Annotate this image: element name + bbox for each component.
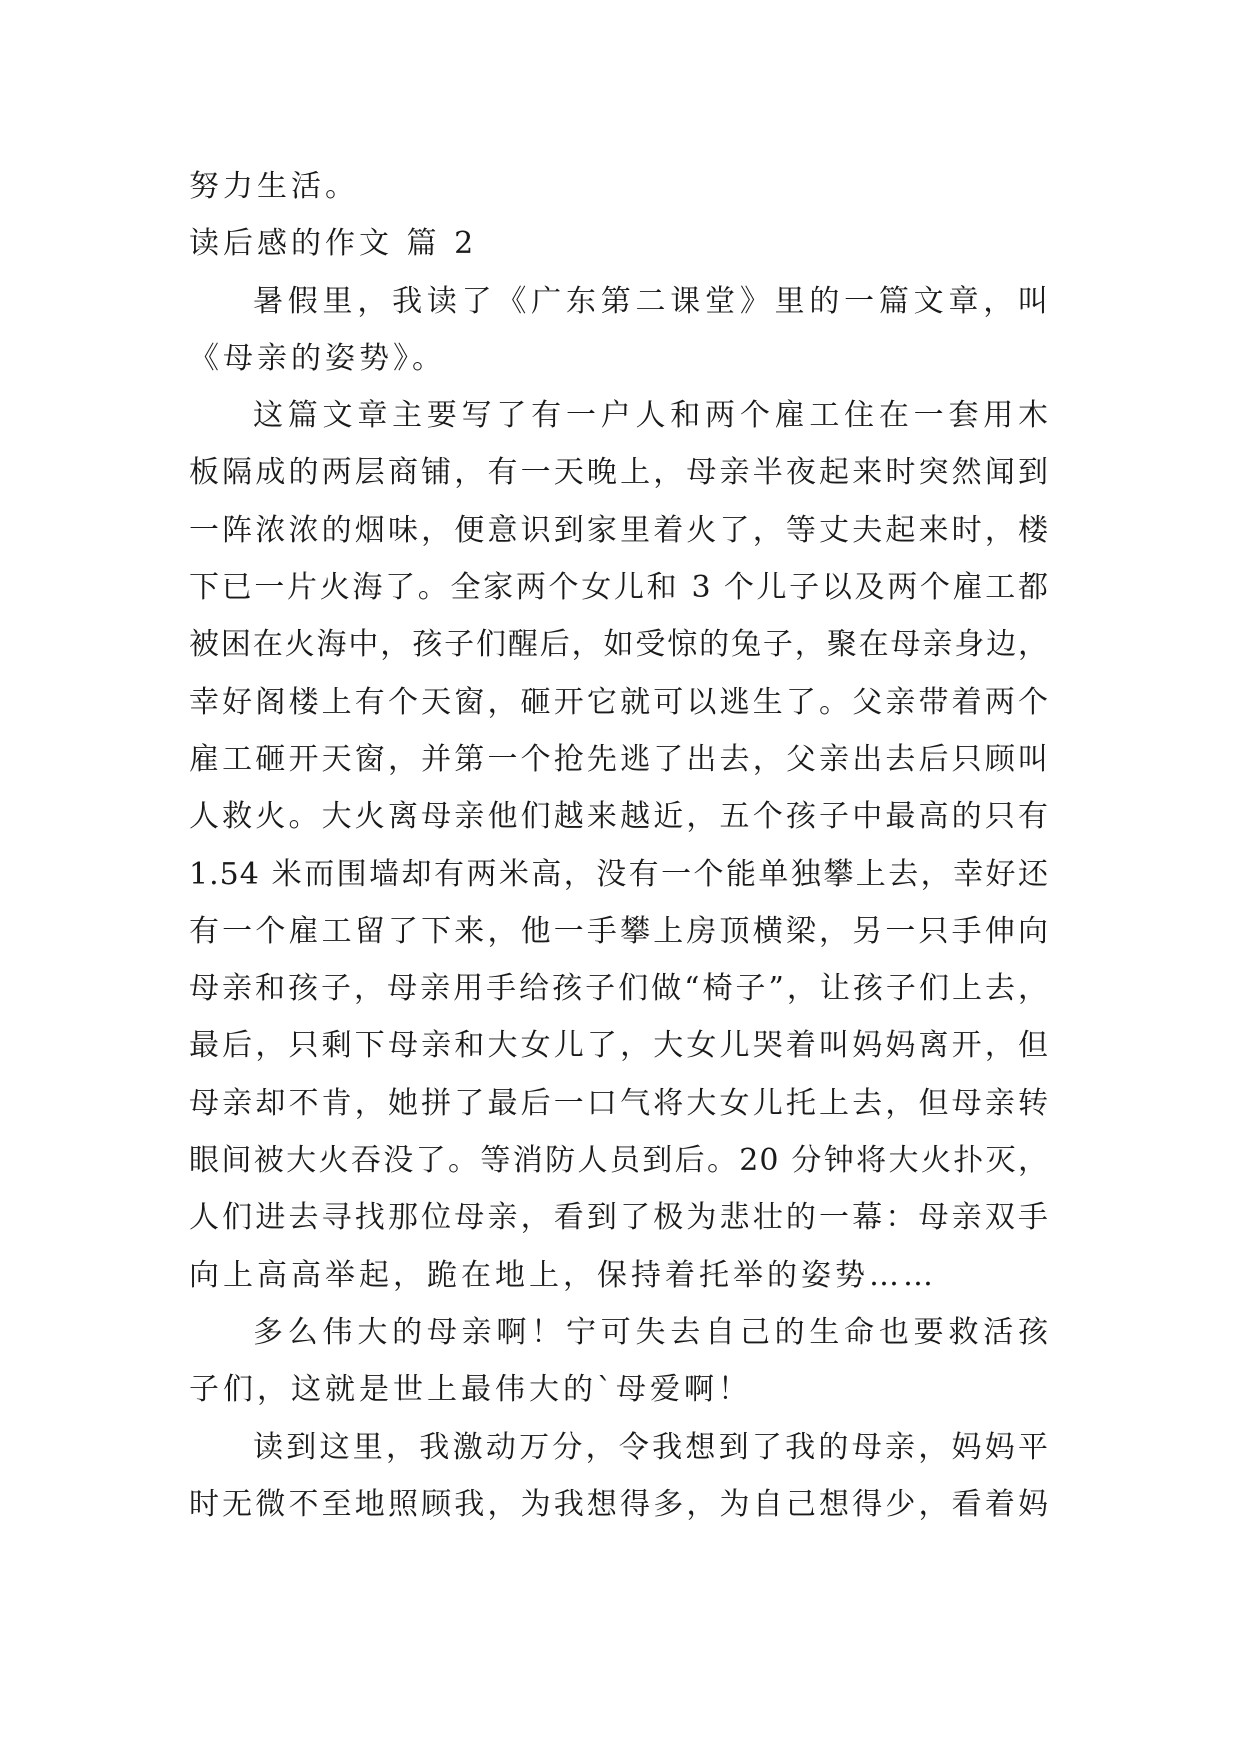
text-line: 母亲和孩子，母亲用手给孩子们做“椅子”，让孩子们上去， bbox=[189, 971, 1049, 1007]
text-line: 子们，这就是世上最伟大的`母爱啊！ bbox=[189, 1372, 752, 1408]
text-line: 下已一片火海了。全家两个女儿和 3 个儿子以及两个雇工都 bbox=[189, 570, 1049, 606]
text-line: 这篇文章主要写了有一户人和两个雇工住在一套用木 bbox=[253, 398, 1049, 434]
text-line: 有一个雇工留了下来，他一手攀上房顶横梁，另一只手伸向 bbox=[189, 913, 1049, 949]
text-line: 向上高高举起，跪在地上，保持着托举的姿势…… bbox=[189, 1257, 937, 1293]
text-line: 努力生活。 bbox=[189, 169, 359, 204]
text-line: 最后，只剩下母亲和大女儿了，大女儿哭着叫妈妈离开，但 bbox=[189, 1028, 1049, 1064]
text-line: 一阵浓浓的烟味，便意识到家里着火了，等丈夫起来时，楼 bbox=[189, 512, 1049, 548]
section-heading: 读后感的作文 篇 2 bbox=[189, 226, 478, 262]
text-line: 《母亲的姿势》。 bbox=[189, 340, 446, 376]
text-line: 板隔成的两层商铺，有一天晚上，母亲半夜起来时突然闻到 bbox=[189, 455, 1049, 491]
text-line: 多么伟大的母亲啊！宁可失去自己的生命也要救活孩 bbox=[253, 1314, 1049, 1350]
text-line: 幸好阁楼上有个天窗，砸开它就可以逃生了。父亲带着两个 bbox=[189, 684, 1049, 720]
text-line: 眼间被大火吞没了。等消防人员到后。20 分钟将大火扑灭， bbox=[189, 1143, 1049, 1179]
text-line: 雇工砸开天窗，并第一个抢先逃了出去，父亲出去后只顾叫 bbox=[189, 741, 1049, 777]
text-line: 1.54 米而围墙却有两米高，没有一个能单独攀上去，幸好还 bbox=[189, 856, 1049, 892]
text-line: 母亲却不肯，她拼了最后一口气将大女儿托上去，但母亲转 bbox=[189, 1085, 1049, 1121]
text-line: 人们进去寻找那位母亲，看到了极为悲壮的一幕：母亲双手 bbox=[189, 1200, 1049, 1236]
text-line: 暑假里，我读了《广东第二课堂》里的一篇文章，叫 bbox=[253, 283, 1049, 319]
document-body bbox=[189, 158, 1049, 1533]
text-line: 读到这里，我激动万分，令我想到了我的母亲，妈妈平 bbox=[253, 1429, 1049, 1465]
text-line: 时无微不至地照顾我，为我想得多，为自己想得少，看着妈 bbox=[189, 1486, 1049, 1522]
text-line: 被困在火海中，孩子们醒后，如受惊的兔子，聚在母亲身边， bbox=[189, 627, 1049, 663]
text-line: 人救火。大火离母亲他们越来越近，五个孩子中最高的只有 bbox=[189, 799, 1049, 835]
